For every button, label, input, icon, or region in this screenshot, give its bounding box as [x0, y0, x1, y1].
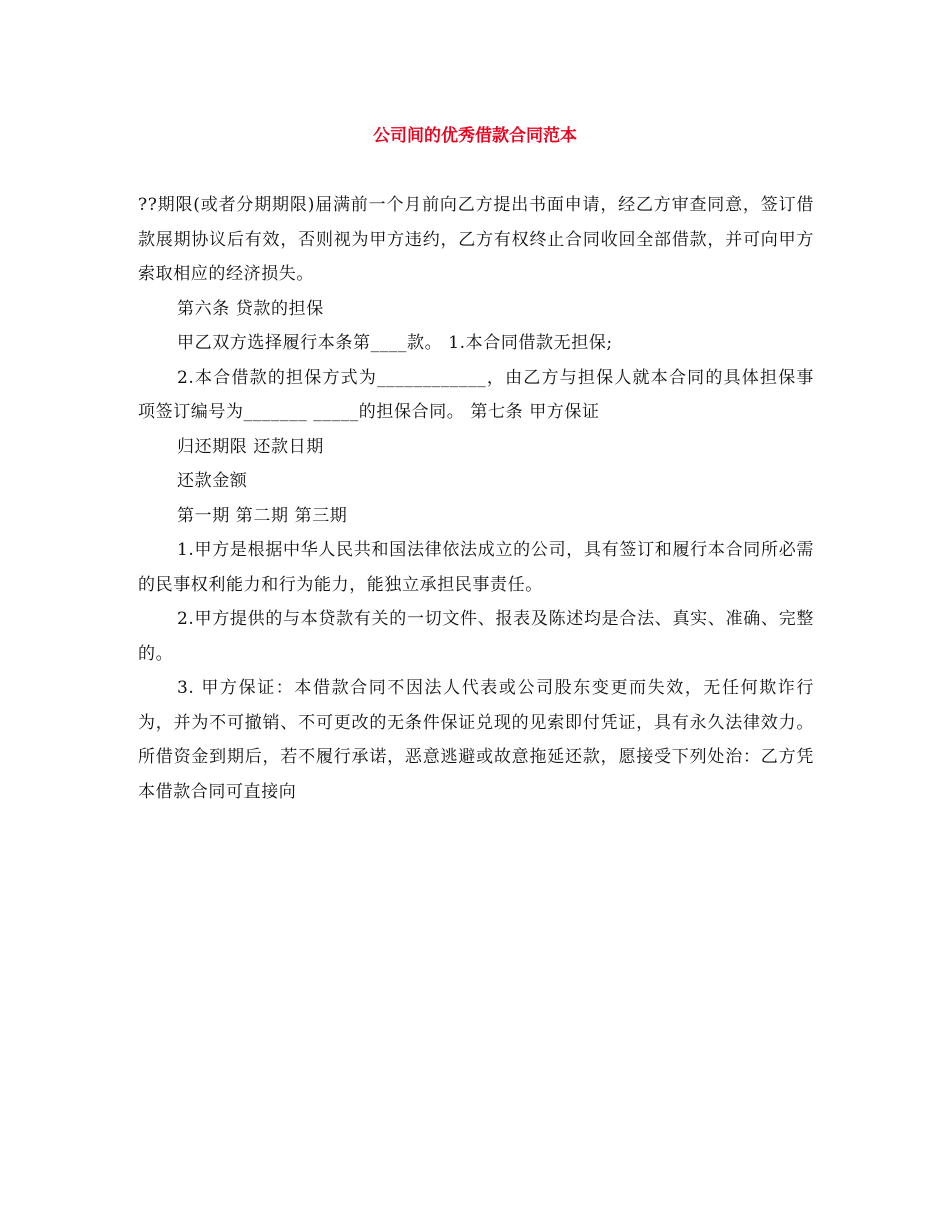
- paragraph-loan-extension: ??期限(或者分期期限)届满前一个月前向乙方提出书面申请，经乙方审查同意，签订借款展期协议后有效，否则视为甲方违约，乙方有权终止合同收回全部借款，并可向甲方索取相应的经济损失。: [138, 195, 814, 284]
- paragraph-warranty-3: 3. 甲方保证：本借款合同不因法人代表或公司股东变更而失效，无任何欺诈行为，并为不可撤销、不可更改的无条件保证兑现的见索即付凭证，具有永久法律效力。所借资金到期后，若不履行承诺，恶意逃避或故意拖延还款，愿接受下列处治：乙方凭本借款合同可直接向: [138, 678, 814, 802]
- paragraph-repayment-amount: 还款金额: [177, 471, 248, 491]
- paragraph-warranty-1: 1.甲方是根据中华人民共和国法律依法成立的公司，具有签订和履行本合同所必需的民事权利能力和行为能力，能独立承担民事责任。: [138, 540, 814, 595]
- paragraph-repayment-periods: 第一期 第二期 第三期: [177, 505, 348, 526]
- document-title: 公司间的优秀借款合同范本: [373, 126, 577, 146]
- document-body: [138, 188, 814, 809]
- paragraph-guarantee-choice: 甲乙双方选择履行本条第____款。 1.本合同借款无担保;: [177, 333, 613, 353]
- paragraph-warranty-2: 2.甲方提供的与本贷款有关的一切文件、报表及陈述均是合法、真实、准确、完整的。: [138, 609, 814, 664]
- paragraph-repayment-terms: 归还期限 还款日期: [177, 436, 324, 457]
- paragraph-article-6-heading: 第六条 贷款的担保: [177, 298, 324, 319]
- paragraph-guarantee-method: 2.本合借款的担保方式为____________，由乙方与担保人就本合同的具体担保事项签订编号为_______ _____的担保合同。 第七条 甲方保证: [138, 367, 814, 422]
